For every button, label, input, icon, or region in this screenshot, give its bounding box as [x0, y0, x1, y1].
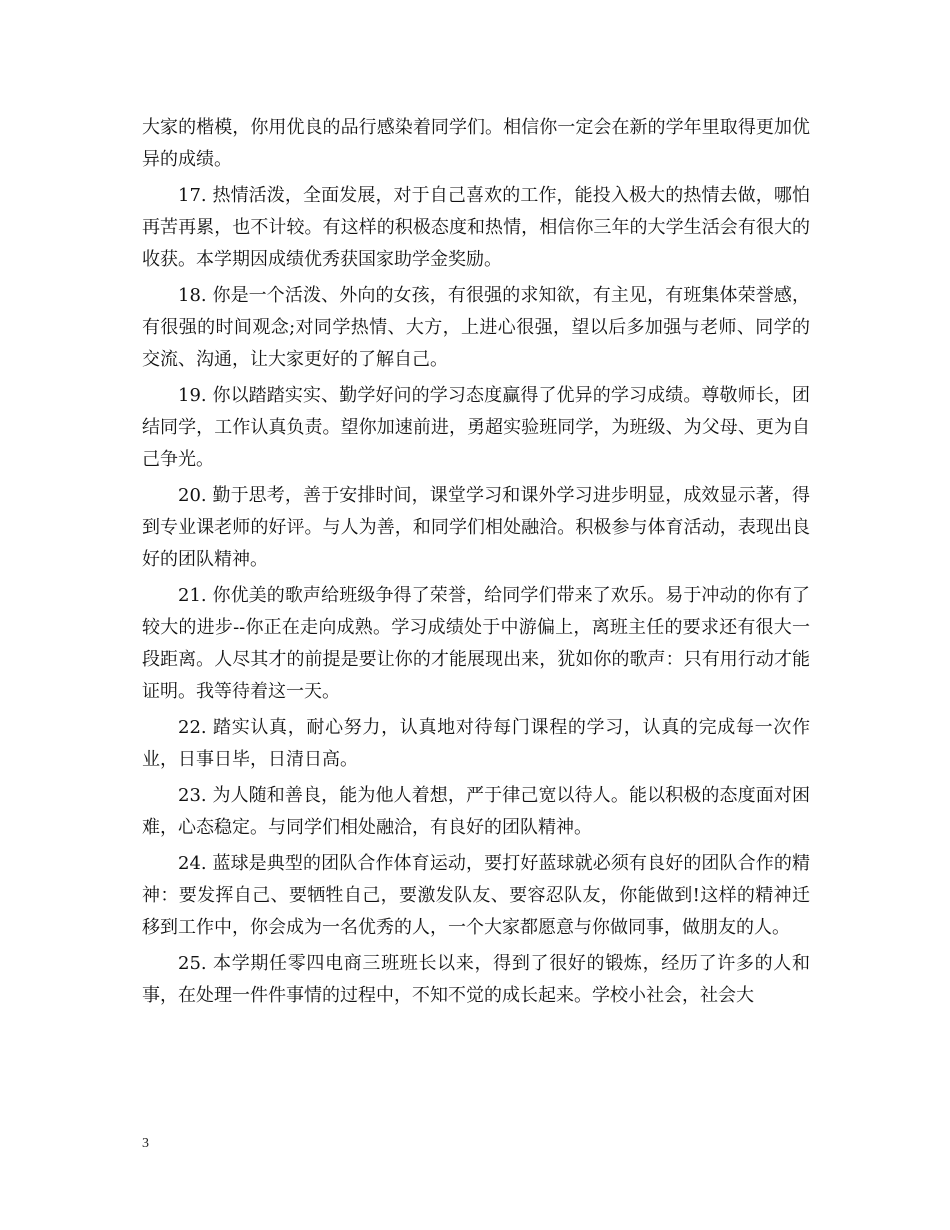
paragraph: 22. 踏实认真，耐心努力，认真地对待每门课程的学习，认真的完成每一次作业，日事日毕，日清日高。 — [142, 717, 810, 770]
paragraph: 大家的楷模，你用优良的品行感染着同学们。相信你一定会在新的学年里取得更加优异的成绩。 — [142, 117, 810, 170]
paragraph: 18. 你是一个活泼、外向的女孩，有很强的求知欲，有主见，有班集体荣誉感，有很强的时间观念;对同学热情、大方，上进心很强，望以后多加强与老师、同学的交流、沟通，让大家更好的了解自己。 — [142, 285, 810, 370]
paragraph: 19. 你以踏踏实实、勤学好问的学习态度赢得了优异的学习成绩。尊敬师长，团结同学，工作认真负责。望你加速前进，勇超实验班同学，为班级、为父母、更为自己争光。 — [142, 385, 810, 470]
paragraph: 20. 勤于思考，善于安排时间，课堂学习和课外学习进步明显，成效显示著，得到专业课老师的好评。与人为善，和同学们相处融洽。积极参与体育活动，表现出良好的团队精神。 — [142, 485, 810, 570]
paragraph: 21. 你优美的歌声给班级争得了荣誉，给同学们带来了欢乐。易于冲动的你有了较大的进步--你正在走向成熟。学习成绩处于中游偏上，离班主任的要求还有很大一段距离。人尽其才的前提是要让你的才能展现出来，犹如你的歌声：只有用行动才能证明。我等待着这一天。 — [142, 585, 810, 702]
paragraph: 25. 本学期任零四电商三班班长以来，得到了很好的锻炼，经历了许多的人和事，在处理一件件事情的过程中，不知不觉的成长起来。学校小社会，社会大 — [142, 953, 810, 1006]
document-body — [142, 112, 810, 1016]
paragraph: 17. 热情活泼，全面发展，对于自己喜欢的工作，能投入极大的热情去做，哪怕再苦再累，也不计较。有这样的积极态度和热情，相信你三年的大学生活会有很大的收获。本学期因成绩优秀获国家助学金奖励。 — [142, 185, 810, 270]
paragraph: 23. 为人随和善良，能为他人着想，严于律己宽以待人。能以积极的态度面对困难，心态稳定。与同学们相处融洽，有良好的团队精神。 — [142, 785, 810, 838]
page-number: 3 — [142, 1136, 149, 1151]
paragraph: 24. 蓝球是典型的团队合作体育运动，要打好蓝球就必须有良好的团队合作的精神：要发挥自己、要牺牲自己，要激发队友、要容忍队友，你能做到!这样的精神迁移到工作中，你会成为一名优秀的人，一个大家都愿意与你做同事，做朋友的人。 — [142, 853, 810, 938]
